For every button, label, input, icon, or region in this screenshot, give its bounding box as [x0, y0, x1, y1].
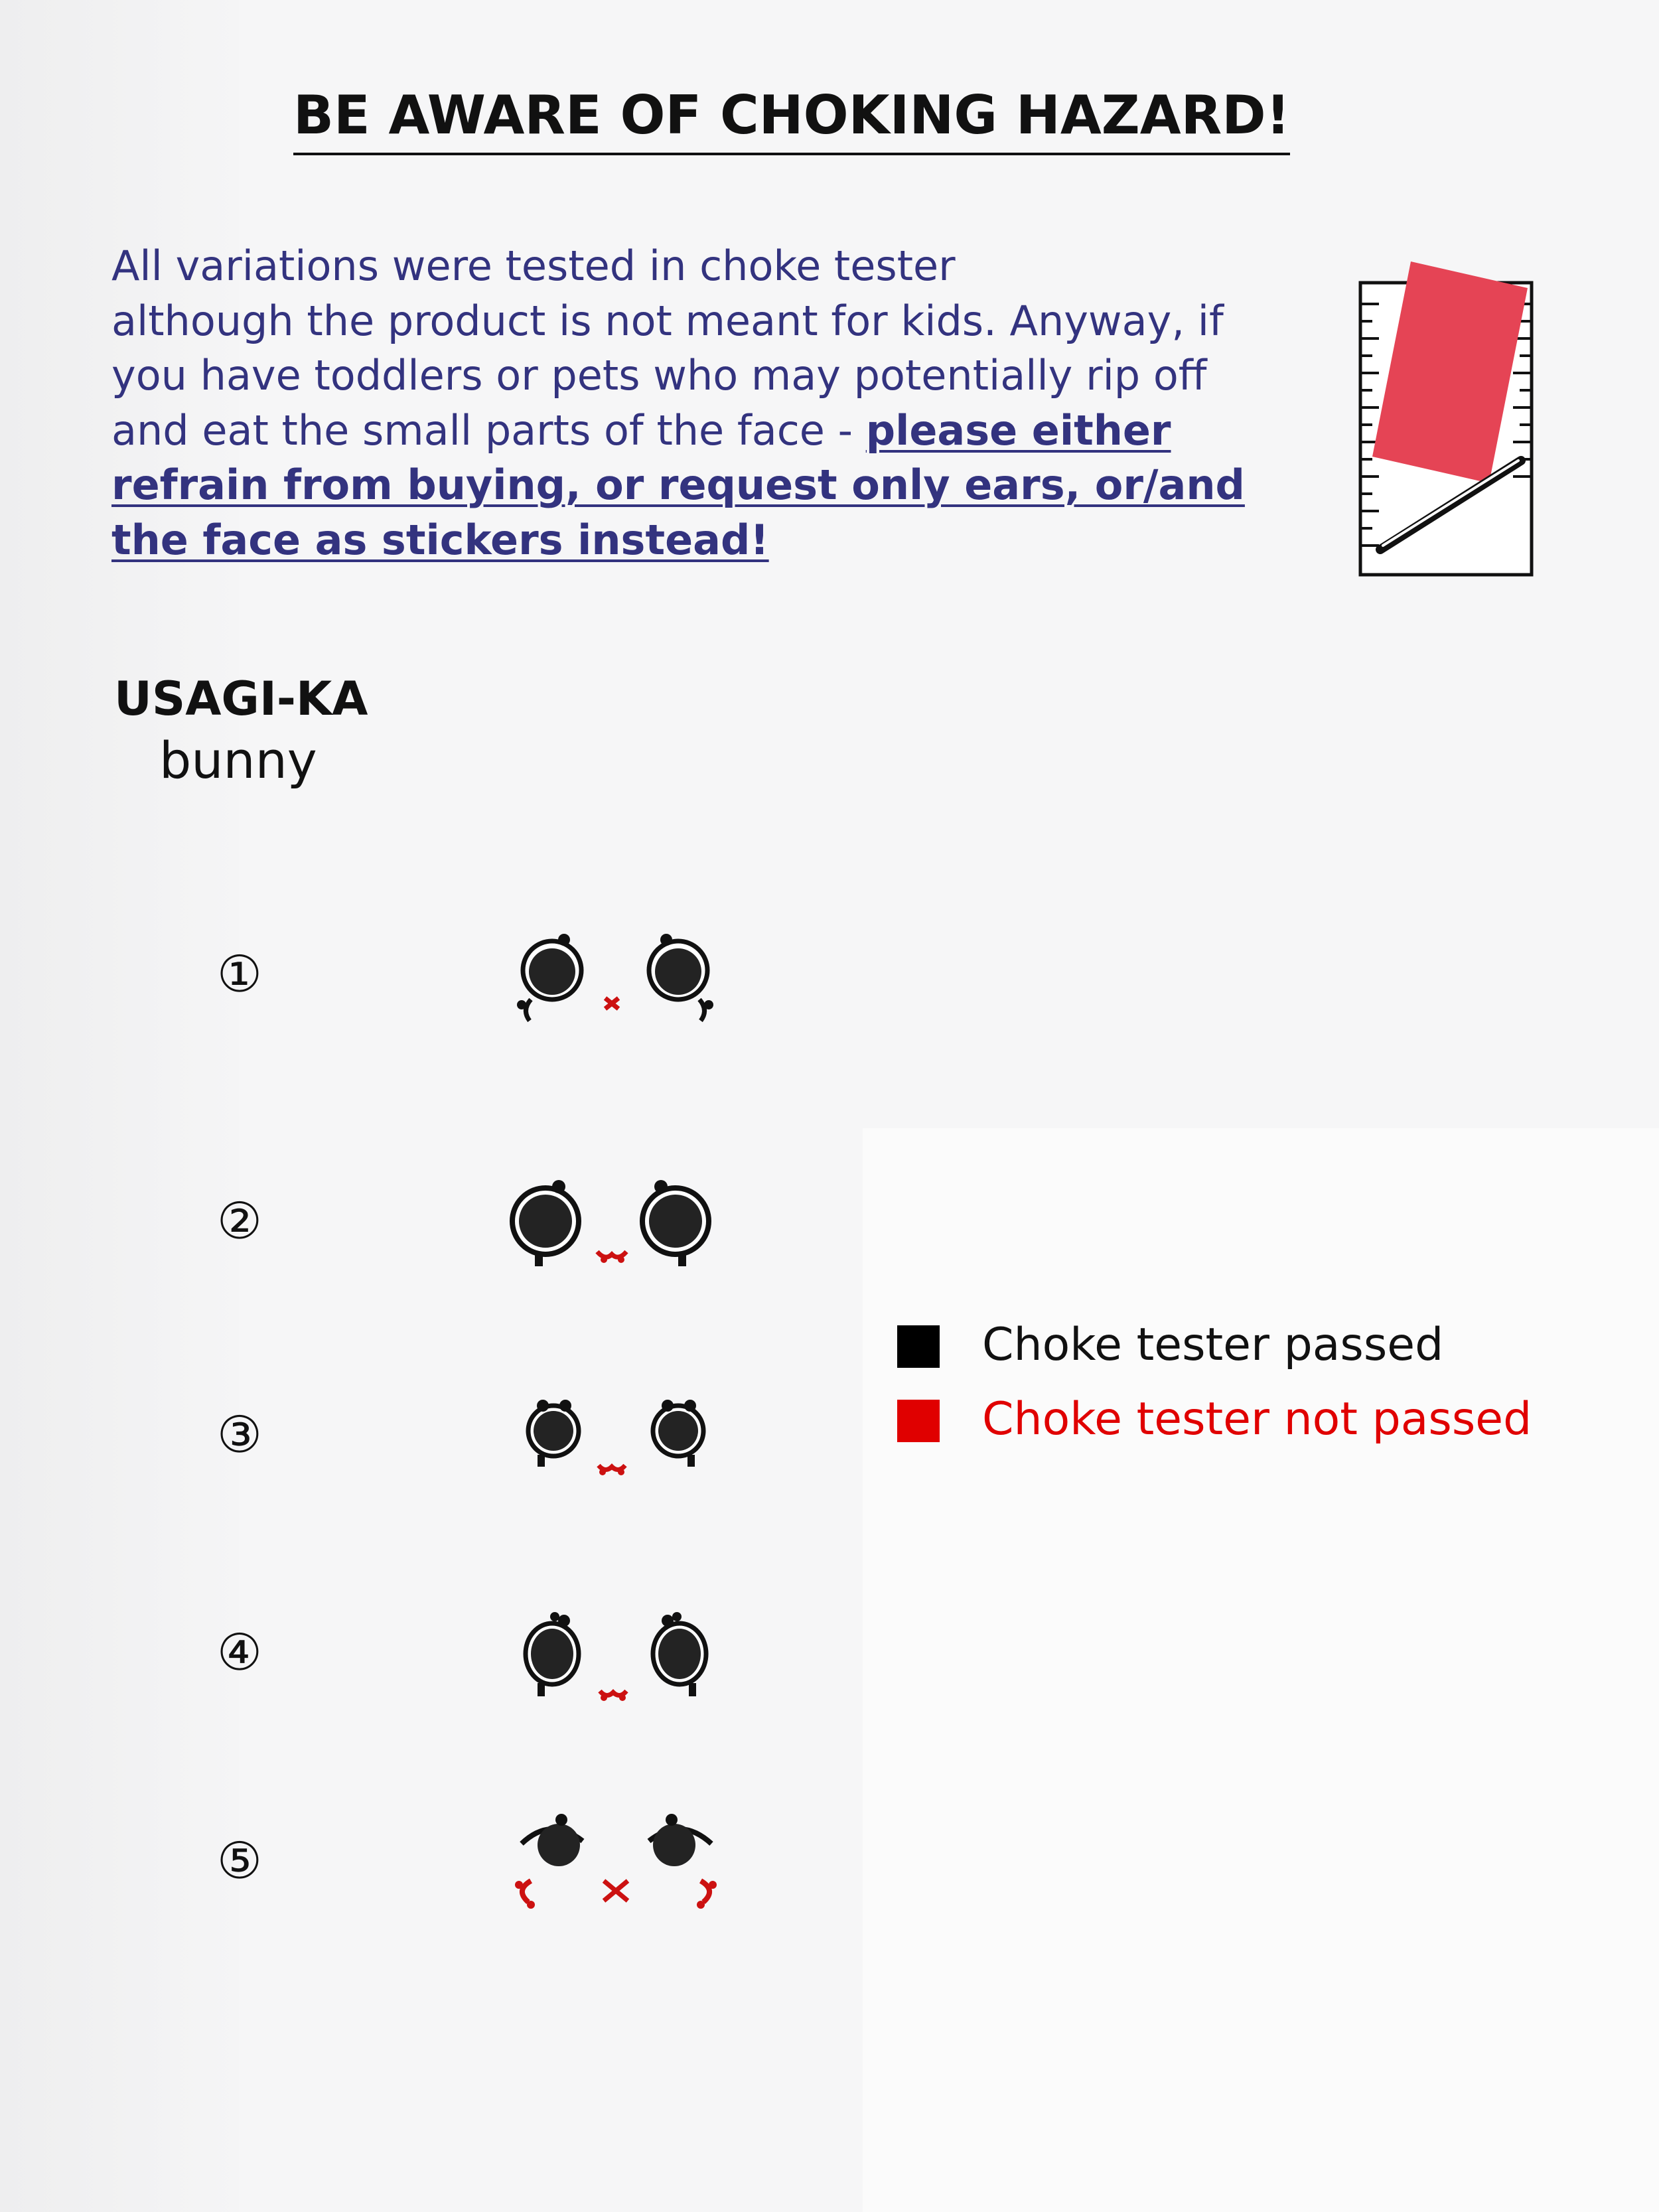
bunny-face-2-icon [504, 1160, 730, 1280]
background-right-panel [863, 1128, 1659, 2212]
bunny-face-3-icon [504, 1382, 730, 1501]
intro-line-4-plain: and eat the small parts of the face - [111, 406, 866, 455]
variation-number-4: ④ [216, 1623, 263, 1682]
legend-swatch-not-passed [897, 1400, 940, 1442]
page-title: BE AWARE OF CHOKING HAZARD! [293, 78, 1290, 155]
intro-line-5: refrain from buying, or request only ears, or/and [111, 461, 1245, 509]
bunny-face-5-icon [504, 1803, 730, 1922]
model-subtitle: bunny [159, 731, 317, 790]
legend-label-passed: Choke tester passed [982, 1319, 1444, 1371]
variation-number-3: ③ [216, 1405, 263, 1464]
legend-label-not-passed: Choke tester not passed [982, 1393, 1532, 1445]
intro-line-4 [111, 404, 1333, 459]
bunny-face-4-icon [504, 1601, 730, 1720]
intro-line-2: although the product is not meant for kids. Anyway, if [111, 296, 1224, 345]
variation-number-2: ② [216, 1191, 263, 1250]
variation-number-1: ① [216, 944, 263, 1003]
variation-number-5: ⑤ [216, 1831, 263, 1890]
bunny-face-1-icon [504, 911, 730, 1030]
intro-line-1: All variations were tested in choke tester [111, 242, 956, 290]
model-name: USAGI-KA [114, 672, 368, 726]
intro-line-3: you have toddlers or pets who may potentially rip off [111, 351, 1207, 400]
intro-line-6: the face as stickers instead! [111, 515, 769, 564]
legend-swatch-passed [897, 1325, 940, 1368]
intro-paragraph [111, 239, 1333, 567]
choke-tester-ruler-icon [1354, 258, 1540, 583]
intro-line-4-strong: please either [865, 406, 1171, 455]
